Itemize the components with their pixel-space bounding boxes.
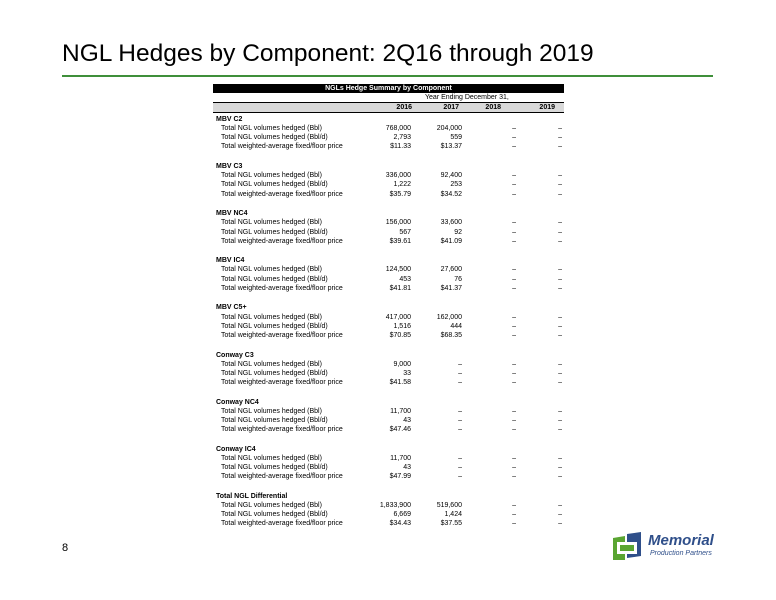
- cell-2017: $41.09: [440, 237, 462, 245]
- table-row: [213, 426, 564, 435]
- section-title-row: [213, 493, 564, 502]
- cell-2018: –: [512, 125, 516, 133]
- cell-2019: –: [558, 219, 562, 227]
- row-label: Total NGL volumes hedged (Bbl/d): [221, 511, 328, 519]
- row-label: Total NGL volumes hedged (Bbl): [221, 266, 322, 274]
- cell-2016: 1,516: [393, 322, 411, 330]
- cell-2016: $35.79: [389, 190, 411, 198]
- table-row: [213, 125, 564, 134]
- column-header-2019: 2019: [539, 104, 555, 111]
- title-divider: [62, 75, 713, 77]
- cell-2018: –: [512, 426, 516, 434]
- year-ending-label: Year Ending December 31,: [425, 94, 509, 101]
- section-title-row: [213, 163, 564, 172]
- cell-2018: –: [512, 313, 516, 321]
- column-header-2018: 2018: [485, 104, 501, 111]
- cell-2016: 43: [403, 416, 411, 424]
- cell-2017: –: [458, 473, 462, 481]
- section-title: MBV C2: [216, 116, 243, 123]
- cell-2018: –: [512, 407, 516, 415]
- table-row: [213, 379, 564, 388]
- table-row: [213, 143, 564, 152]
- table-row: [213, 361, 564, 370]
- row-label: Total NGL volumes hedged (Bbl): [221, 407, 322, 415]
- row-label: Total NGL volumes hedged (Bbl/d): [221, 181, 328, 189]
- cell-2016: 124,500: [385, 266, 411, 274]
- cell-2018: –: [512, 219, 516, 227]
- cell-2017: $37.55: [440, 520, 462, 528]
- cell-2019: –: [558, 134, 562, 142]
- cell-2019: –: [558, 426, 562, 434]
- cell-2017: –: [458, 407, 462, 415]
- cell-2017: 76: [454, 275, 462, 283]
- cell-2018: –: [512, 322, 516, 330]
- cell-2016: 453: [399, 275, 411, 283]
- cell-2016: 33: [403, 369, 411, 377]
- cell-2018: –: [512, 464, 516, 471]
- row-label: Total NGL volumes hedged (Bbl/d): [221, 416, 328, 424]
- cell-2017: –: [458, 426, 462, 434]
- section-title-row: [213, 116, 564, 125]
- cell-2017: $34.52: [440, 190, 462, 198]
- cell-2017: 162,000: [436, 313, 462, 321]
- cell-2019: –: [558, 407, 562, 415]
- cell-2016: $41.81: [389, 284, 411, 292]
- cell-2018: –: [512, 454, 516, 462]
- cell-2019: –: [558, 190, 562, 198]
- table-row: [213, 314, 564, 323]
- cell-2019: –: [558, 237, 562, 245]
- cell-2017: 1,424: [444, 511, 462, 519]
- cell-2018: –: [512, 331, 516, 339]
- section-title-row: [213, 399, 564, 408]
- row-label: Total weighted-average fixed/floor price: [221, 473, 343, 481]
- table-row: [213, 285, 564, 294]
- cell-2017: 92,400: [440, 172, 462, 180]
- cell-2019: –: [558, 266, 562, 274]
- section-title-row: [213, 352, 564, 361]
- table-row: [213, 323, 564, 332]
- table-row: [213, 464, 564, 473]
- cell-2017: 33,600: [440, 219, 462, 227]
- cell-2018: –: [512, 181, 516, 189]
- cell-2018: –: [512, 228, 516, 236]
- cell-2019: –: [558, 275, 562, 283]
- table-row: [213, 370, 564, 379]
- row-label: Total weighted-average fixed/floor price: [221, 143, 343, 151]
- cell-2018: –: [512, 284, 516, 292]
- section-title-row: [213, 210, 564, 219]
- row-label: Total weighted-average fixed/floor price: [221, 426, 343, 434]
- row-label: Total NGL volumes hedged (Bbl/d): [221, 322, 328, 330]
- cell-2018: –: [512, 501, 516, 509]
- cell-2018: –: [512, 237, 516, 245]
- cell-2017: 92: [454, 228, 462, 236]
- cell-2019: –: [558, 378, 562, 386]
- cell-2016: 2,793: [393, 134, 411, 142]
- cell-2018: –: [512, 275, 516, 283]
- section-title: Conway NC4: [216, 398, 259, 406]
- table-row: [213, 172, 564, 181]
- cell-2017: 519,600: [436, 501, 462, 509]
- cell-2019: –: [558, 322, 562, 330]
- row-label: Total weighted-average fixed/floor price: [221, 378, 343, 386]
- row-label: Total NGL volumes hedged (Bbl/d): [221, 134, 328, 142]
- cell-2017: 253: [450, 181, 462, 189]
- table-row: [213, 134, 564, 143]
- cell-2019: –: [558, 313, 562, 321]
- section-title-row: [213, 446, 564, 455]
- section-title-row: [213, 304, 564, 313]
- row-label: Total NGL volumes hedged (Bbl): [221, 313, 322, 321]
- cell-2017: –: [458, 416, 462, 424]
- cell-2017: –: [458, 378, 462, 386]
- cell-2016: $11.33: [390, 143, 411, 151]
- row-label: Total NGL volumes hedged (Bbl): [221, 454, 322, 462]
- column-header-2017: 2017: [443, 104, 459, 111]
- cell-2018: –: [512, 378, 516, 386]
- cell-2019: –: [558, 360, 562, 368]
- table-row: [213, 502, 564, 511]
- row-label: Total NGL volumes hedged (Bbl): [221, 501, 322, 509]
- logo-wordmark: Memorial: [648, 532, 714, 549]
- cell-2019: –: [558, 464, 562, 471]
- table-row: [213, 266, 564, 275]
- row-label: Total NGL volumes hedged (Bbl/d): [221, 369, 328, 377]
- table-row: [213, 473, 564, 482]
- cell-2019: –: [558, 181, 562, 189]
- cell-2016: $70.85: [389, 331, 411, 339]
- cell-2018: –: [512, 190, 516, 198]
- section-title: Conway C3: [216, 351, 254, 359]
- row-label: Total weighted-average fixed/floor price: [221, 190, 343, 198]
- row-label: Total NGL volumes hedged (Bbl): [221, 125, 322, 133]
- row-label: Total NGL volumes hedged (Bbl): [221, 172, 322, 180]
- cell-2017: $68.35: [440, 331, 462, 339]
- cell-2019: –: [558, 284, 562, 292]
- cell-2018: –: [512, 266, 516, 274]
- cell-2017: –: [458, 464, 462, 471]
- logo-tagline: Production Partners: [650, 550, 712, 557]
- cell-2018: –: [512, 511, 516, 519]
- table-row: [213, 511, 564, 520]
- table-row: [213, 332, 564, 341]
- table-row: [213, 276, 564, 285]
- row-label: Total NGL volumes hedged (Bbl/d): [221, 228, 328, 236]
- hedge-summary-table: [213, 84, 564, 540]
- cell-2018: –: [512, 143, 516, 151]
- page-title: NGL Hedges by Component: 2Q16 through 2019: [62, 40, 594, 67]
- section-title: Conway IC4: [216, 445, 256, 453]
- row-label: Total weighted-average fixed/floor price: [221, 331, 343, 339]
- cell-2018: –: [512, 416, 516, 424]
- row-label: Total NGL volumes hedged (Bbl/d): [221, 464, 328, 471]
- cell-2016: 43: [403, 464, 411, 471]
- page-number: 8: [62, 542, 69, 554]
- cell-2019: –: [558, 454, 562, 462]
- cell-2019: –: [558, 172, 562, 180]
- cell-2019: –: [558, 125, 562, 133]
- cell-2019: –: [558, 143, 562, 151]
- cell-2018: –: [512, 172, 516, 180]
- cell-2016: 11,700: [390, 407, 411, 415]
- cell-2017: –: [458, 360, 462, 368]
- cell-2016: $41.58: [389, 378, 411, 386]
- table-row: [213, 219, 564, 228]
- cell-2018: –: [512, 369, 516, 377]
- cell-2018: –: [512, 520, 516, 528]
- cell-2018: –: [512, 473, 516, 481]
- cell-2016: 11,700: [390, 454, 411, 462]
- cell-2019: –: [558, 511, 562, 519]
- cell-2016: 6,669: [393, 511, 411, 519]
- cell-2019: –: [558, 520, 562, 528]
- column-header-2016: 2016: [396, 104, 412, 111]
- section-title: MBV C3: [216, 163, 243, 171]
- row-label: Total weighted-average fixed/floor price: [221, 237, 343, 245]
- section-title-row: [213, 257, 564, 266]
- cell-2019: –: [558, 473, 562, 481]
- cell-2017: 204,000: [436, 125, 462, 133]
- cell-2016: 9,000: [393, 360, 411, 368]
- cell-2017: 559: [450, 134, 462, 142]
- section-title: MBV IC4: [216, 257, 245, 265]
- table-row: [213, 191, 564, 200]
- cell-2017: –: [458, 454, 462, 462]
- column-header-row: [213, 103, 564, 113]
- cell-2017: $41.37: [440, 284, 462, 292]
- cell-2016: 567: [399, 228, 411, 236]
- cell-2017: –: [458, 369, 462, 377]
- section-title: MBV C5+: [216, 304, 247, 312]
- cell-2018: –: [512, 360, 516, 368]
- table-subheader-row: [213, 93, 564, 103]
- cell-2016: $39.61: [389, 237, 411, 245]
- cell-2018: –: [512, 134, 516, 142]
- cell-2019: –: [558, 501, 562, 509]
- row-label: Total weighted-average fixed/floor price: [221, 520, 343, 528]
- table-header: NGLs Hedge Summary by Component: [213, 84, 564, 93]
- row-label: Total weighted-average fixed/floor price: [221, 284, 343, 292]
- cell-2017: 444: [450, 322, 462, 330]
- table-body: [213, 113, 564, 540]
- table-row: [213, 181, 564, 190]
- cell-2016: 417,000: [385, 313, 411, 321]
- cell-2016: $34.43: [389, 520, 411, 528]
- cell-2019: –: [558, 228, 562, 236]
- cell-2016: 768,000: [385, 125, 411, 133]
- table-row: [213, 238, 564, 247]
- row-label: Total NGL volumes hedged (Bbl): [221, 219, 322, 227]
- cell-2016: 1,222: [393, 181, 411, 189]
- table-row: [213, 417, 564, 426]
- cell-2019: –: [558, 369, 562, 377]
- table-row: [213, 229, 564, 238]
- cell-2016: $47.99: [389, 473, 411, 481]
- cell-2019: –: [558, 416, 562, 424]
- table-row: [213, 520, 564, 529]
- table-row: [213, 408, 564, 417]
- row-label: Total NGL volumes hedged (Bbl): [221, 360, 322, 368]
- cell-2017: 27,600: [440, 266, 462, 274]
- section-title: MBV NC4: [216, 210, 248, 218]
- cell-2017: $13.37: [440, 143, 462, 151]
- cell-2016: 336,000: [385, 172, 411, 180]
- cell-2019: –: [558, 331, 562, 339]
- table-row: [213, 455, 564, 464]
- cell-2016: 156,000: [385, 219, 411, 227]
- section-title: Total NGL Differential: [216, 492, 288, 500]
- cell-2016: $47.46: [389, 426, 411, 434]
- row-label: Total NGL volumes hedged (Bbl/d): [221, 275, 328, 283]
- cell-2016: 1,833,900: [379, 501, 411, 509]
